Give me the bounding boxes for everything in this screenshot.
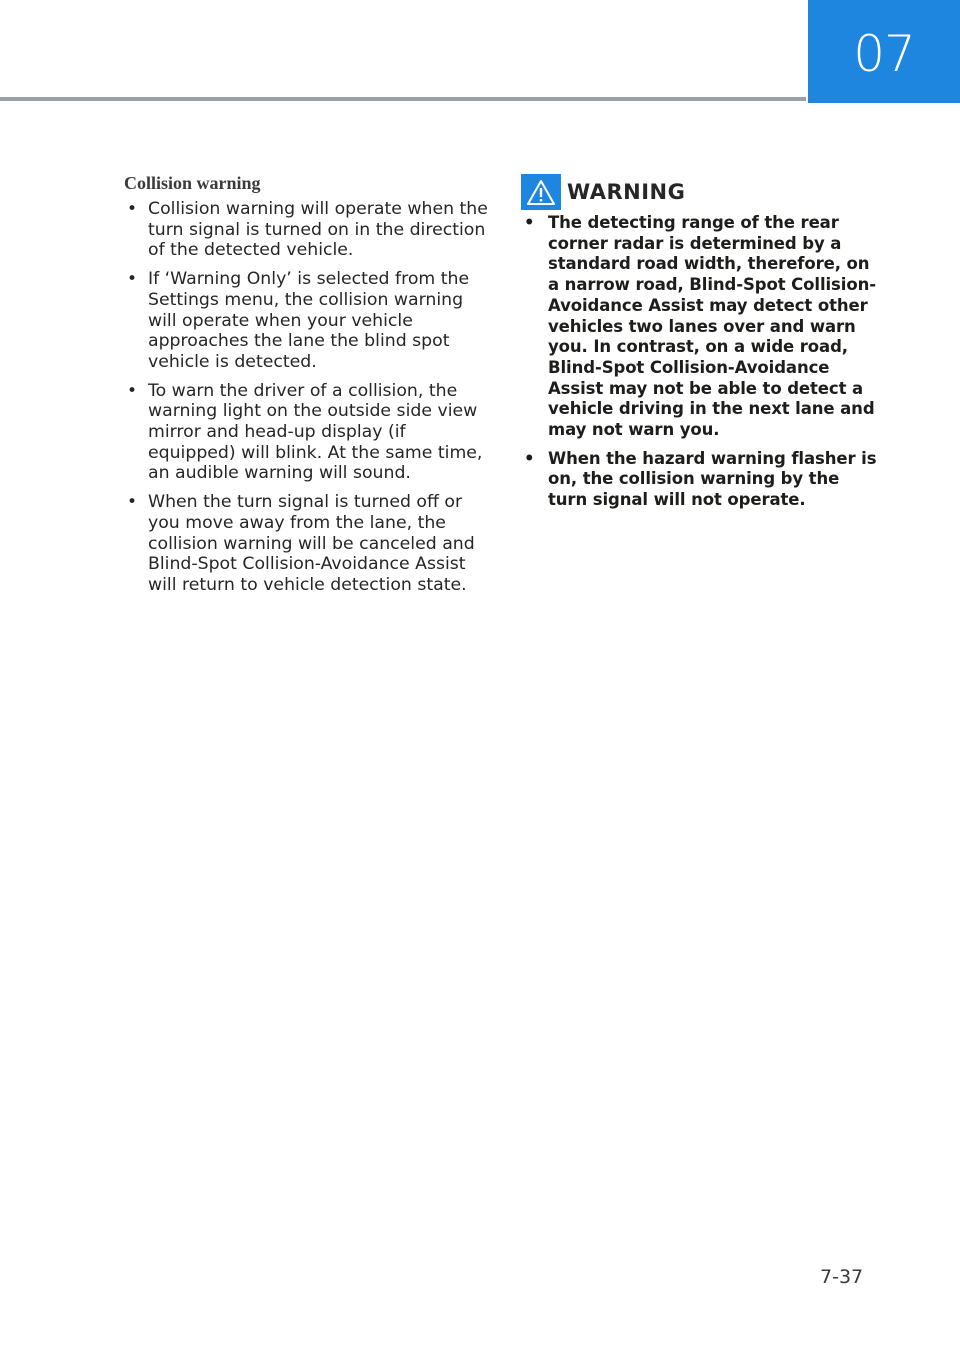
list-item-text: When the turn signal is turned off or you move away from the lane, the collision warning will be canceled and Blind-Spot Collision-Avoidance Assist will return to vehicle detection state.	[148, 492, 475, 595]
bullet-icon: •	[127, 199, 138, 219]
bullet-list	[124, 199, 494, 596]
warning-header	[521, 173, 881, 211]
warning-triangle-icon	[521, 174, 561, 210]
chapter-tab	[808, 0, 960, 103]
warning-list	[521, 213, 881, 511]
list-item-text: Collision warning will operate when the turn signal is turned on in the direction of the detected vehicle.	[148, 199, 488, 261]
list-item-text: When the hazard warning flasher is on, the collision warning by the turn signal will not operate.	[548, 448, 877, 510]
list-item-text: The detecting range of the rear corner radar is determined by a standard road width, therefore, on a narrow road, Blind-Spot Collision-Avoidance Assist may detect other vehicles two lanes over and warn you. In contrast, on a wide road, Blind-Spot Collision-Avoidance Assist may not be able to detect a vehicle driving in the next lane and may not warn you.	[548, 213, 876, 440]
bullet-icon: •	[524, 448, 535, 468]
header-rule	[0, 97, 806, 101]
list-item-text: To warn the driver of a collision, the warning light on the outside side view mirror and head-up display (if equipped) will blink. At the same time, an audible warning will sound.	[148, 380, 483, 484]
list-item	[124, 492, 494, 596]
list-item	[521, 213, 881, 441]
bullet-icon: •	[127, 269, 138, 290]
list-item	[124, 269, 494, 373]
list-item	[124, 199, 494, 261]
collision-warning-section	[124, 173, 494, 604]
chapter-number: 07	[853, 24, 915, 83]
warning-title: WARNING	[567, 180, 686, 204]
list-item	[521, 449, 881, 511]
list-item	[124, 381, 494, 485]
bullet-icon: •	[524, 213, 535, 232]
page-number: 7-37	[820, 1266, 864, 1288]
warning-box	[521, 173, 881, 519]
bullet-icon: •	[127, 492, 138, 513]
bullet-icon: •	[127, 380, 138, 401]
list-item-text: If ‘Warning Only’ is selected from the Settings menu, the collision warning will operate when your vehicle approaches the lane the blind spot vehicle is detected.	[148, 269, 470, 372]
section-title: Collision warning	[124, 173, 261, 193]
